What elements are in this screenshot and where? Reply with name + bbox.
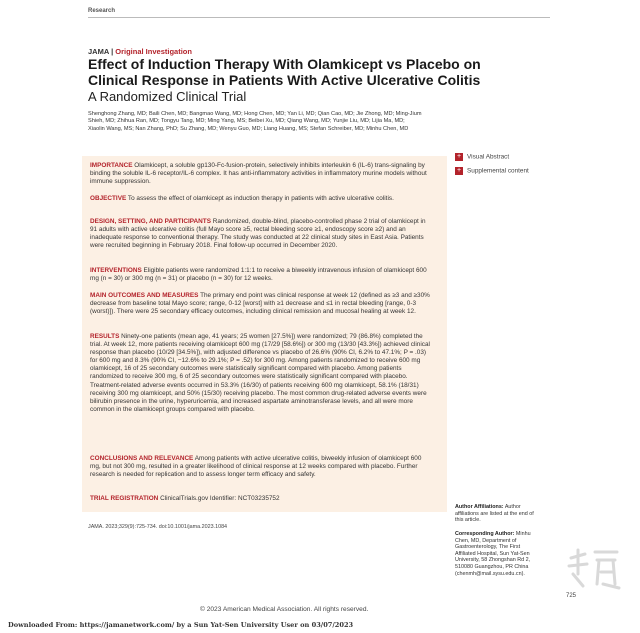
article-type: Original Investigation	[115, 47, 192, 56]
plus-icon: +	[456, 167, 462, 174]
abstract-text: The primary end point was clinical response at week 12 (defined as ≥3 and ≥30% decrease from baseline total Mayo score; range, 0-12 [worst] with ≥1 decrease and ≤1 in rectal bleeding [range, 0-3 (worst)]). There were 25 secondary efficacy outcomes, including clinical remission and mucosal healing at week 12.	[90, 292, 430, 316]
watermark-logo-icon	[563, 544, 625, 600]
copyright-notice: © 2023 American Medical Association. All rights reserved.	[200, 606, 369, 613]
abstract-interventions	[90, 267, 430, 283]
separator: |	[111, 47, 116, 56]
abstract-text: Ninety-one patients (mean age, 41 years; 25 women [27.5%]) were randomized; 79 (86.8%) completed the trial. At week 12, more patients receiving olamkicept 600 mg (17/29 [58.6%]) or 300 mg (13/30 [43.3%]) achieved clinical response than placebo (10/29 [34.5%]), with adjusted difference vs placebo of 26.6% (90% CI, 6.2% to 47.1%; P = .03) for 600 mg and 8.3% (90% CI, −12.6% to 29.1%; P = .52) for 300 mg. Among patients randomized to receive 600 mg olamkicept, 16 of 25 secondary outcomes were statistically significant compared with placebo. Among patients randomized to receive 300 mg, 6 of 25 secondary outcomes were statistically significant compared with placebo. Treatment-related adverse events occurred in 53.3% (16/30) of patients receiving 600 mg olamkicept, 58.1% (18/31) receiving 300 mg olamkicept, and 50% (15/30) receiving placebo. The most common drug-related adverse events were bilirubin presence in the urine, hyperuricemia, and increased aspartate aminotransferase levels, and all were more common in the olamkicept groups compared with placebo.	[90, 333, 430, 413]
abstract-heading: RESULTS	[90, 333, 120, 340]
abstract-design	[90, 218, 430, 250]
abstract-trial-registration	[90, 495, 430, 503]
abstract-conclusions	[90, 455, 430, 479]
journal-name: JAMA	[88, 47, 109, 56]
abstract-heading: IMPORTANCE	[90, 162, 133, 169]
article-subtitle: A Randomized Clinical Trial	[88, 89, 247, 104]
page-number: 725	[566, 593, 577, 599]
abstract-heading: MAIN OUTCOMES AND MEASURES	[90, 292, 199, 299]
abstract-objective	[90, 195, 430, 203]
abstract-importance	[90, 162, 430, 186]
abstract-text: Eligible patients were randomized 1:1:1 to receive a biweekly intravenous infusion of olamkicept 600 mg (n = 30) or 300 mg (n = 31) or placebo (n = 30) for 12 weeks.	[90, 267, 427, 283]
abstract-text: ClinicalTrials.gov Identifier: NCT03235752	[160, 495, 280, 502]
supplemental-content-link[interactable]	[455, 167, 529, 175]
abstract-heading: OBJECTIVE	[90, 195, 127, 202]
visual-abstract-link[interactable]	[455, 153, 509, 161]
abstract-text: To assess the effect of olamkicept as induction therapy in patients with active ulcerative colitis.	[127, 195, 394, 202]
corresponding-author	[455, 531, 537, 577]
abstract-outcomes	[90, 292, 430, 316]
citation: JAMA. 2023;329(9):725-734. doi:10.1001/jama.2023.1084	[88, 524, 228, 530]
visual-abstract-label: Visual Abstract	[467, 153, 510, 161]
download-footer: Downloaded From: https://jamanetwork.com/ by a Sun Yat-Sen University User on 03/07/2023	[8, 621, 354, 629]
abstract-heading: INTERVENTIONS	[90, 267, 142, 274]
section-label: Research	[88, 8, 116, 14]
author-list: Shenghong Zhang, MD; Baili Chen, MD; Bangmao Wang, MD; Hong Chen, MD; Yan Li, MD; Qian Cao, MD; Jie Zhong, MD; Ming-Jium Shieh, MD; Zhihua Ran, MD; Tongyu Tang, MD; Ming Yang, MS; Beibei Xu, MD; Qiang Wang, MD; Yunjie Liu, MD; Lijia Ma, MD; Xiaolin Wang, MS; Nan Zhang, PhD; Su Zhang, MD; Wenyu Guo, MD; Liang Huang, MS; Stefan Schreiber, MD; Minhu Chen, MD	[88, 111, 422, 132]
abstract-heading: DESIGN, SETTING, AND PARTICIPANTS	[90, 218, 211, 225]
author-affiliations-text: Author affiliations are listed at the end of this article.	[455, 504, 534, 524]
top-divider	[88, 17, 550, 18]
abstract-text: Randomized, double-blind, placebo-controlled phase 2 trial of olamkicept in 91 adults with active ulcerative colitis (full Mayo score ≥5, rectal bleeding score ≥1, endoscopy score ≥2) and an inadequate response to conventional therapy. The study was conducted at 22 clinical study sites in East Asia. Patients were recruited beginning in February 2018. Final follow-up occurred in December 2020.	[90, 218, 426, 250]
abstract-results	[90, 333, 430, 414]
abstract-heading: TRIAL REGISTRATION	[90, 495, 159, 502]
journal-line	[88, 47, 192, 56]
author-affiliations	[455, 504, 537, 524]
author-affiliations-heading: Author Affiliations:	[455, 504, 504, 510]
supplemental-content-label: Supplemental content	[467, 167, 529, 175]
corresponding-author-text: Minhu Chen, MD, Department of Gastroenterology, The First Affiliated Hospital, Sun Yat-Sen University, 58 Zhongshan Rd 2, 510080 Guangzhou, PR China (chenmh@mail.sysu.edu.cn).	[455, 531, 531, 577]
abstract-text: Olamkicept, a soluble gp130-Fc-fusion-protein, selectively inhibits interleukin 6 (IL-6) trans-signaling by binding the soluble IL-6 receptor/IL-6 complex. It has anti-inflammatory activities in inflammatory murine models without immune suppression.	[90, 162, 427, 186]
plus-icon: +	[456, 153, 462, 160]
abstract-heading: CONCLUSIONS AND RELEVANCE	[90, 455, 194, 462]
article-title: Effect of Induction Therapy With Olamkicept vs Placebo on Clinical Response in Patients With Active Ulcerative Colitis	[88, 56, 481, 88]
abstract-box	[82, 156, 447, 512]
abstract-text: Among patients with active ulcerative colitis, biweekly infusion of olamkicept 600 mg, but not 300 mg, resulted in a greater likelihood of clinical response at 12 weeks compared with placebo. Further research is needed for replication and to assess longer term efficacy and safety.	[90, 455, 422, 479]
corresponding-author-heading: Corresponding Author:	[455, 531, 515, 537]
